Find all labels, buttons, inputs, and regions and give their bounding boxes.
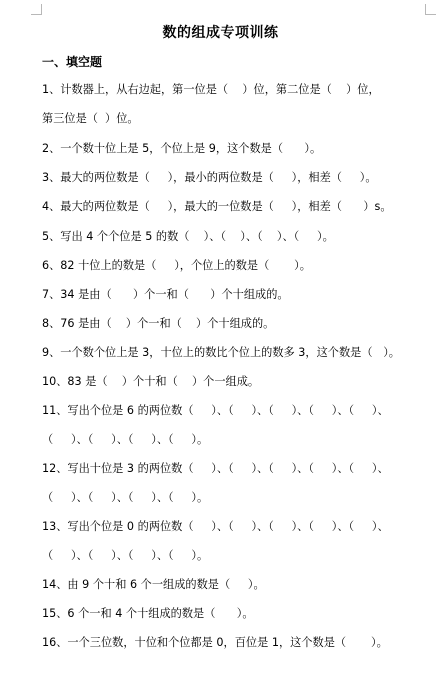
corner-crop-mark-left bbox=[31, 4, 42, 15]
document-title: 数的组成专项训练 bbox=[162, 25, 279, 41]
question-1-line-2: 第三位是（ ）位。 bbox=[42, 112, 139, 125]
question-8: 8、76 是由（ ）个一和（ ）个十组成的。 bbox=[42, 317, 275, 330]
question-2: 2、一个数十位上是 5，个位上是 9，这个数是（ ）。 bbox=[42, 142, 322, 155]
question-12-line-1: 12、写出十位是 3 的两位数（ ）、（ ）、（ ）、（ ）、（ ）、 bbox=[42, 462, 389, 475]
question-13-line-2: （ ）、（ ）、（ ）、（ ）。 bbox=[42, 549, 209, 562]
question-16: 16、一个三位数，十位和个位都是 0，百位是 1，这个数是（ ）。 bbox=[42, 636, 388, 649]
question-7: 7、34 是由（ ）个一和（ ）个十组成的。 bbox=[42, 288, 289, 301]
question-15: 15、6 个一和 4 个十组成的数是（ ）。 bbox=[42, 607, 254, 620]
question-5: 5、写出 4 个个位是 5 的数（ ）、（ ）、（ ）、（ ）。 bbox=[42, 230, 334, 243]
question-9: 9、一个数个位上是 3，十位上的数比个位上的数多 3，这个数是（ ）。 bbox=[42, 346, 400, 359]
section-heading: 一、填空题 bbox=[42, 55, 103, 69]
question-10: 10、83 是（ ）个十和（ ）个一组成。 bbox=[42, 375, 260, 388]
question-11-line-2: （ ）、（ ）、（ ）、（ ）。 bbox=[42, 433, 209, 446]
corner-crop-mark-right bbox=[425, 4, 436, 15]
question-6: 6、82 十位上的数是（ ），个位上的数是（ ）。 bbox=[42, 259, 311, 272]
question-3: 3、最大的两位数是（ ），最小的两位数是（ ），相差（ ）。 bbox=[42, 171, 377, 184]
question-11-line-1: 11、写出个位是 6 的两位数（ ）、（ ）、（ ）、（ ）、（ ）、 bbox=[42, 404, 389, 417]
question-4: 4、最大的两位数是（ ），最大的一位数是（ ），相差（ ）s。 bbox=[42, 200, 392, 213]
question-13-line-1: 13、写出个位是 0 的两位数（ ）、（ ）、（ ）、（ ）、（ ）、 bbox=[42, 520, 389, 533]
question-12-line-2: （ ）、（ ）、（ ）、（ ）。 bbox=[42, 491, 209, 504]
question-14: 14、由 9 个十和 6 个一组成的数是（ ）。 bbox=[42, 578, 265, 591]
question-1-line-1: 1、计数器上，从右边起，第一位是（ ）位，第二位是（ ）位， bbox=[42, 83, 380, 96]
